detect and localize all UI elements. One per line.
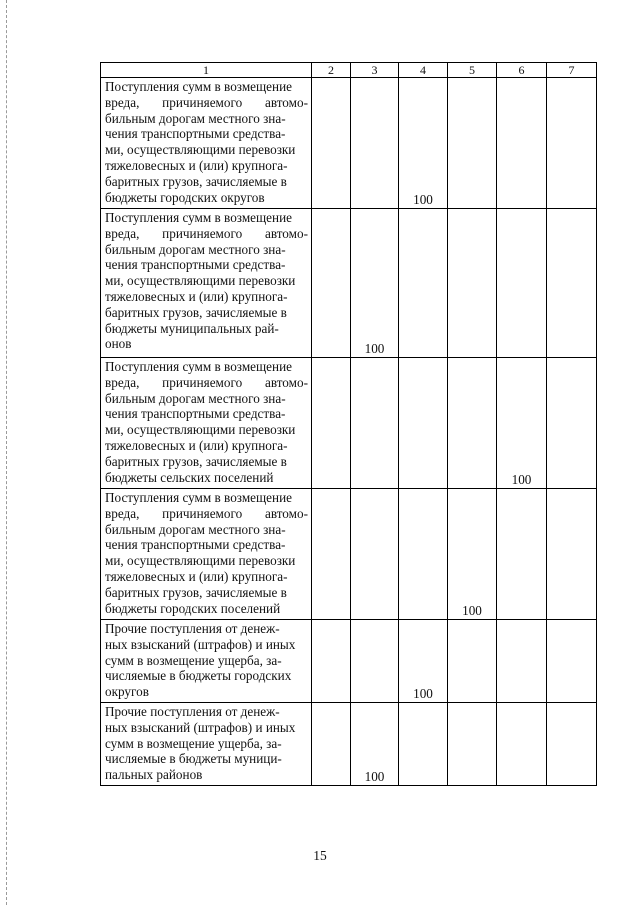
description-line: бильным дорогам местного зна- (105, 390, 286, 406)
binding-margin-line (6, 0, 7, 905)
table-row (101, 78, 597, 209)
description-line: бильным дорогам местного зна- (105, 521, 286, 537)
description-line: баритных грузов, зачисляемые в (105, 173, 287, 189)
empty-cell (448, 78, 497, 209)
column-header: 3 (351, 63, 399, 78)
column-header: 4 (399, 63, 448, 78)
empty-cell (312, 78, 351, 209)
row-description (101, 358, 312, 489)
description-line: бильным дорогам местного зна- (105, 241, 286, 257)
description-line: числяемые в бюджеты городских (105, 668, 292, 684)
empty-cell (497, 620, 547, 703)
description-line: чения транспортными средства- (105, 537, 286, 553)
table-header-row (101, 63, 597, 78)
empty-cell (547, 209, 597, 358)
description-line: тяжеловесных и (или) крупнога- (105, 568, 288, 584)
empty-cell (312, 209, 351, 358)
description-line: бюджеты городских округов (105, 189, 265, 205)
description-line: ми, осуществляющими перевозки (105, 553, 296, 569)
row-description (101, 209, 312, 358)
row-description (101, 620, 312, 703)
value-cell: 100 (399, 78, 448, 209)
description-line: бюджеты городских поселений (105, 600, 281, 616)
column-header: 2 (312, 63, 351, 78)
empty-cell (497, 209, 547, 358)
empty-cell (448, 703, 497, 786)
empty-cell (351, 358, 399, 489)
description-line: ми, осуществляющими перевозки (105, 273, 296, 289)
description-line: Поступления сумм в возмещение (105, 210, 292, 225)
description-line: чения транспортными средства- (105, 126, 286, 142)
value-cell: 100 (351, 703, 399, 786)
empty-cell (547, 78, 597, 209)
empty-cell (312, 358, 351, 489)
description-line: вреда, причиняемого автомо- (105, 505, 308, 521)
empty-cell (399, 209, 448, 358)
table-row (101, 358, 597, 489)
value-cell: 100 (497, 358, 547, 489)
revenue-table (100, 62, 597, 786)
empty-cell (448, 209, 497, 358)
empty-cell (399, 703, 448, 786)
description-line: бюджеты муниципальных рай- (105, 320, 279, 336)
description-line: ми, осуществляющими перевозки (105, 142, 296, 158)
empty-cell (448, 620, 497, 703)
empty-cell (399, 489, 448, 620)
description-line: бильным дорогам местного зна- (105, 110, 286, 126)
page-number: 15 (313, 848, 327, 863)
empty-cell (312, 620, 351, 703)
empty-cell (351, 489, 399, 620)
table-row (101, 489, 597, 620)
row-description (101, 78, 312, 209)
description-line: ми, осуществляющими перевозки (105, 422, 296, 438)
description-line: чения транспортными средства- (105, 257, 286, 273)
description-line: баритных грузов, зачисляемые в (105, 304, 287, 320)
description-line: числяемые в бюджеты муници- (105, 751, 282, 767)
description-line: Поступления сумм в возмещение (105, 359, 292, 374)
description-line: вреда, причиняемого автомо- (105, 94, 308, 110)
empty-cell (448, 358, 497, 489)
description-line: тяжеловесных и (или) крупнога- (105, 157, 288, 173)
description-line: баритных грузов, зачисляемые в (105, 584, 287, 600)
description-line: бюджеты сельских поселений (105, 469, 274, 485)
empty-cell (351, 78, 399, 209)
description-line: Прочие поступления от денеж- (105, 621, 280, 636)
description-line: баритных грузов, зачисляемые в (105, 453, 287, 469)
empty-cell (312, 489, 351, 620)
empty-cell (399, 358, 448, 489)
column-header: 5 (448, 63, 497, 78)
description-line: сумм в возмещение ущерба, за- (105, 735, 282, 751)
description-line: Поступления сумм в возмещение (105, 490, 292, 505)
description-line: ных взысканий (штрафов) и иных (105, 636, 296, 652)
column-header: 6 (497, 63, 547, 78)
description-line: тяжеловесных и (или) крупнога- (105, 288, 288, 304)
empty-cell (547, 703, 597, 786)
description-line: Поступления сумм в возмещение (105, 79, 292, 94)
description-line: округов (105, 684, 149, 700)
description-line: Прочие поступления от денеж- (105, 704, 280, 719)
row-description (101, 489, 312, 620)
table-row (101, 209, 597, 358)
empty-cell (497, 78, 547, 209)
description-line: ных взысканий (штрафов) и иных (105, 719, 296, 735)
empty-cell (547, 358, 597, 489)
value-cell: 100 (351, 209, 399, 358)
empty-cell (547, 489, 597, 620)
description-line: онов (105, 336, 132, 352)
column-header: 7 (547, 63, 597, 78)
empty-cell (497, 489, 547, 620)
table-row (101, 620, 597, 703)
description-line: вреда, причиняемого автомо- (105, 374, 308, 390)
value-cell: 100 (399, 620, 448, 703)
empty-cell (547, 620, 597, 703)
description-line: пальных районов (105, 767, 203, 783)
value-cell: 100 (448, 489, 497, 620)
description-line: вреда, причиняемого автомо- (105, 225, 308, 241)
empty-cell (497, 703, 547, 786)
description-line: чения транспортными средства- (105, 406, 286, 422)
description-line: тяжеловесных и (или) крупнога- (105, 437, 288, 453)
empty-cell (312, 703, 351, 786)
table-row (101, 703, 597, 786)
column-header: 1 (101, 63, 312, 78)
row-description (101, 703, 312, 786)
empty-cell (351, 620, 399, 703)
description-line: сумм в возмещение ущерба, за- (105, 652, 282, 668)
